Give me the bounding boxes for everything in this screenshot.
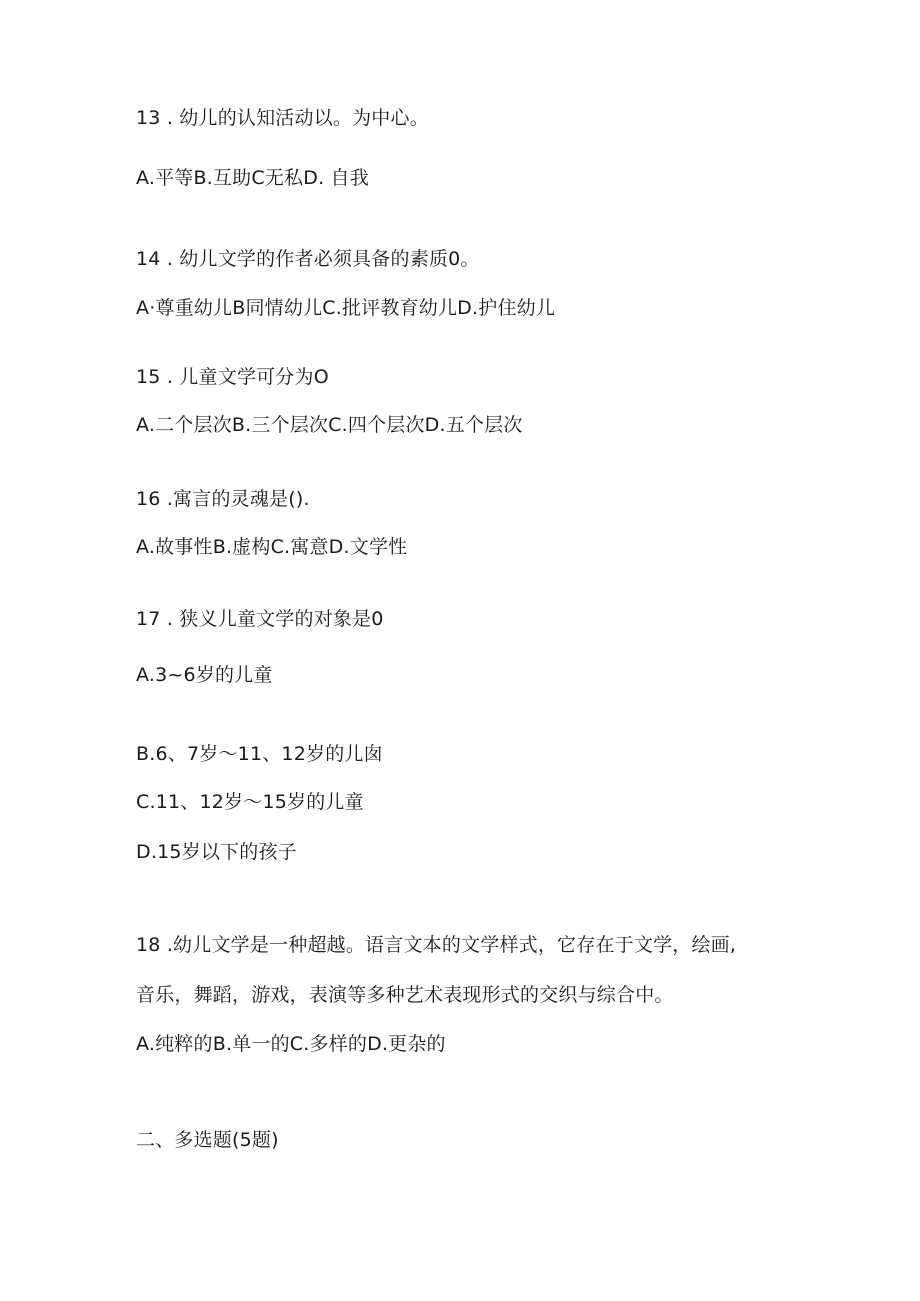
section-2-heading: 二、多选题(5题) <box>136 1129 279 1151</box>
question-17-stem: 17 . 狭义儿童文学的对象是0 <box>136 608 384 630</box>
question-18-options: A.纯粹的B.单一的C.多样的D.更杂的 <box>136 1033 446 1055</box>
question-15-stem: 15 . 儿童文学可分为O <box>136 366 329 388</box>
question-17-option-a: A.3~6岁的儿童 <box>136 664 273 686</box>
question-14-options: A·尊重幼儿B同情幼儿C.批评教育幼儿D.护住幼儿 <box>136 297 556 319</box>
question-17-option-c: C.11、12岁～15岁的儿童 <box>136 791 364 813</box>
question-18-stem-line1: 18 .幼儿文学是一种超越。语言文本的文学样式，它存在于文学，绘画, <box>136 934 737 956</box>
question-13-options: A.平等B.互助C无私D. 自我 <box>136 167 369 189</box>
question-16-stem: 16 .寓言的灵魂是(). <box>136 488 310 510</box>
question-14-stem: 14 . 幼儿文学的作者必须具备的素质0。 <box>136 248 480 270</box>
question-17-option-d: D.15岁以下的孩子 <box>136 841 297 863</box>
question-16-options: A.故事性B.虚构C.寓意D.文学性 <box>136 536 408 558</box>
question-17-option-b: B.6、7岁～11、12岁的儿囱 <box>136 743 383 765</box>
question-15-options: A.二个层次B.三个层次C.四个层次D.五个层次 <box>136 414 523 436</box>
question-18-stem-line2: 音乐，舞蹈，游戏，表演等多种艺术表现形式的交织与综合中。 <box>136 984 674 1006</box>
question-13-stem: 13 . 幼儿的认知活动以。为中心。 <box>136 107 429 129</box>
